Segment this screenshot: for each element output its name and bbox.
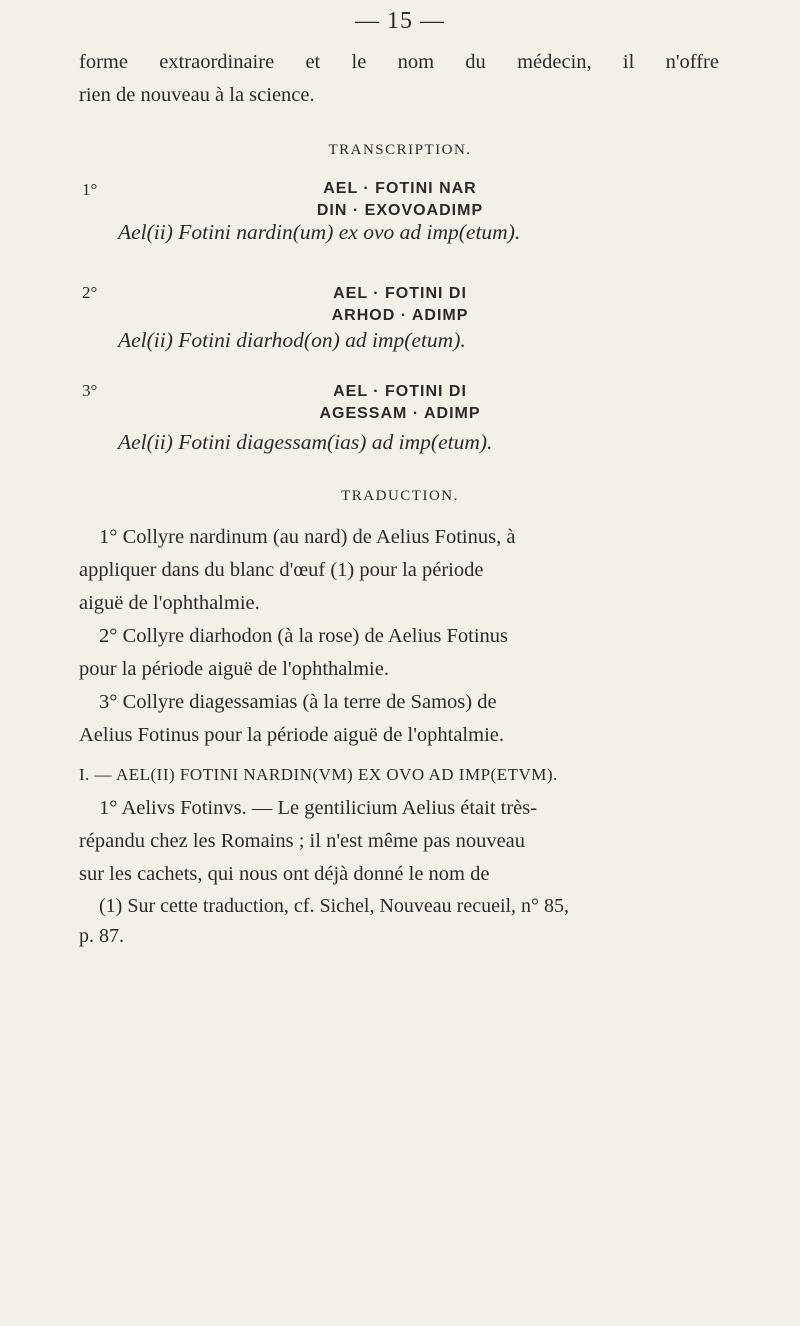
inscription-line: AGESSAM · ADIMP: [319, 405, 481, 422]
text-line: 1° Collyre nardinum (au nard) de Aelius Fotinus, à: [99, 526, 516, 548]
inscription-line: AEL · FOTINI DI: [333, 285, 467, 302]
translation-paragraph-3: [79, 686, 719, 752]
inscription-block: [240, 283, 560, 327]
latin-reading: Ael(ii) Fotini diagessam(ias) ad imp(etum).: [118, 430, 493, 454]
commentary-heading: I. — AEL(II) FOTINI NARDIN(VM) EX OVO AD IMP(ETVM).: [79, 765, 558, 784]
item-number: 3°: [82, 381, 98, 400]
latin-reading: Ael(ii) Fotini nardin(um) ex ovo ad imp(etum).: [118, 220, 521, 244]
text-line: aiguë de l'ophthalmie.: [79, 592, 260, 614]
latin-reading: Ael(ii) Fotini diarhod(on) ad imp(etum).: [118, 328, 466, 352]
inscription-line: AEL · FOTINI NAR: [323, 180, 477, 197]
footnote-line: p. 87.: [79, 925, 124, 947]
text-line: forme extraordinaire et le nom du médecin, il n'offre: [79, 51, 719, 73]
translation-paragraph-1: [79, 521, 719, 620]
commentary-paragraph: [79, 792, 719, 891]
text-line: appliquer dans du blanc d'œuf (1) pour la période: [79, 559, 484, 581]
text-line: 2° Collyre diarhodon (à la rose) de Aelius Fotinus: [99, 625, 509, 647]
transcription-heading: TRANSCRIPTION.: [328, 142, 472, 158]
text-line: sur les cachets, qui nous ont déjà donné le nom de: [79, 863, 490, 885]
inscription-line: ARHOD · ADIMP: [331, 307, 469, 324]
item-number: 2°: [82, 283, 98, 302]
text-line: 1° Aelivs Fotinvs. — Le gentilicium Aelius était très-: [99, 797, 538, 819]
text-line: 3° Collyre diagessamias (à la terre de Samos) de: [99, 691, 497, 713]
text-line: rien de nouveau à la science.: [79, 84, 315, 106]
page-number: — 15 —: [355, 8, 445, 34]
inscription-line: AEL · FOTINI DI: [333, 383, 467, 400]
inscription-line: DIN · EXOVOADIMP: [316, 202, 484, 219]
traduction-heading: TRADUCTION.: [341, 488, 459, 504]
inscription-block: [240, 381, 560, 425]
translation-paragraph-2: [79, 620, 719, 686]
footnote-line: (1) Sur cette traduction, cf. Sichel, Nouveau recueil, n° 85,: [99, 895, 570, 917]
text-line: pour la période aiguë de l'ophthalmie.: [79, 658, 389, 680]
item-number: 1°: [82, 180, 98, 199]
intro-paragraph: [79, 46, 719, 112]
text-line: répandu chez les Romains ; il n'est même pas nouveau: [79, 830, 526, 852]
inscription-block: [240, 178, 560, 222]
text-line: Aelius Fotinus pour la période aiguë de l'ophtalmie.: [79, 724, 504, 746]
footnote: [79, 891, 719, 951]
